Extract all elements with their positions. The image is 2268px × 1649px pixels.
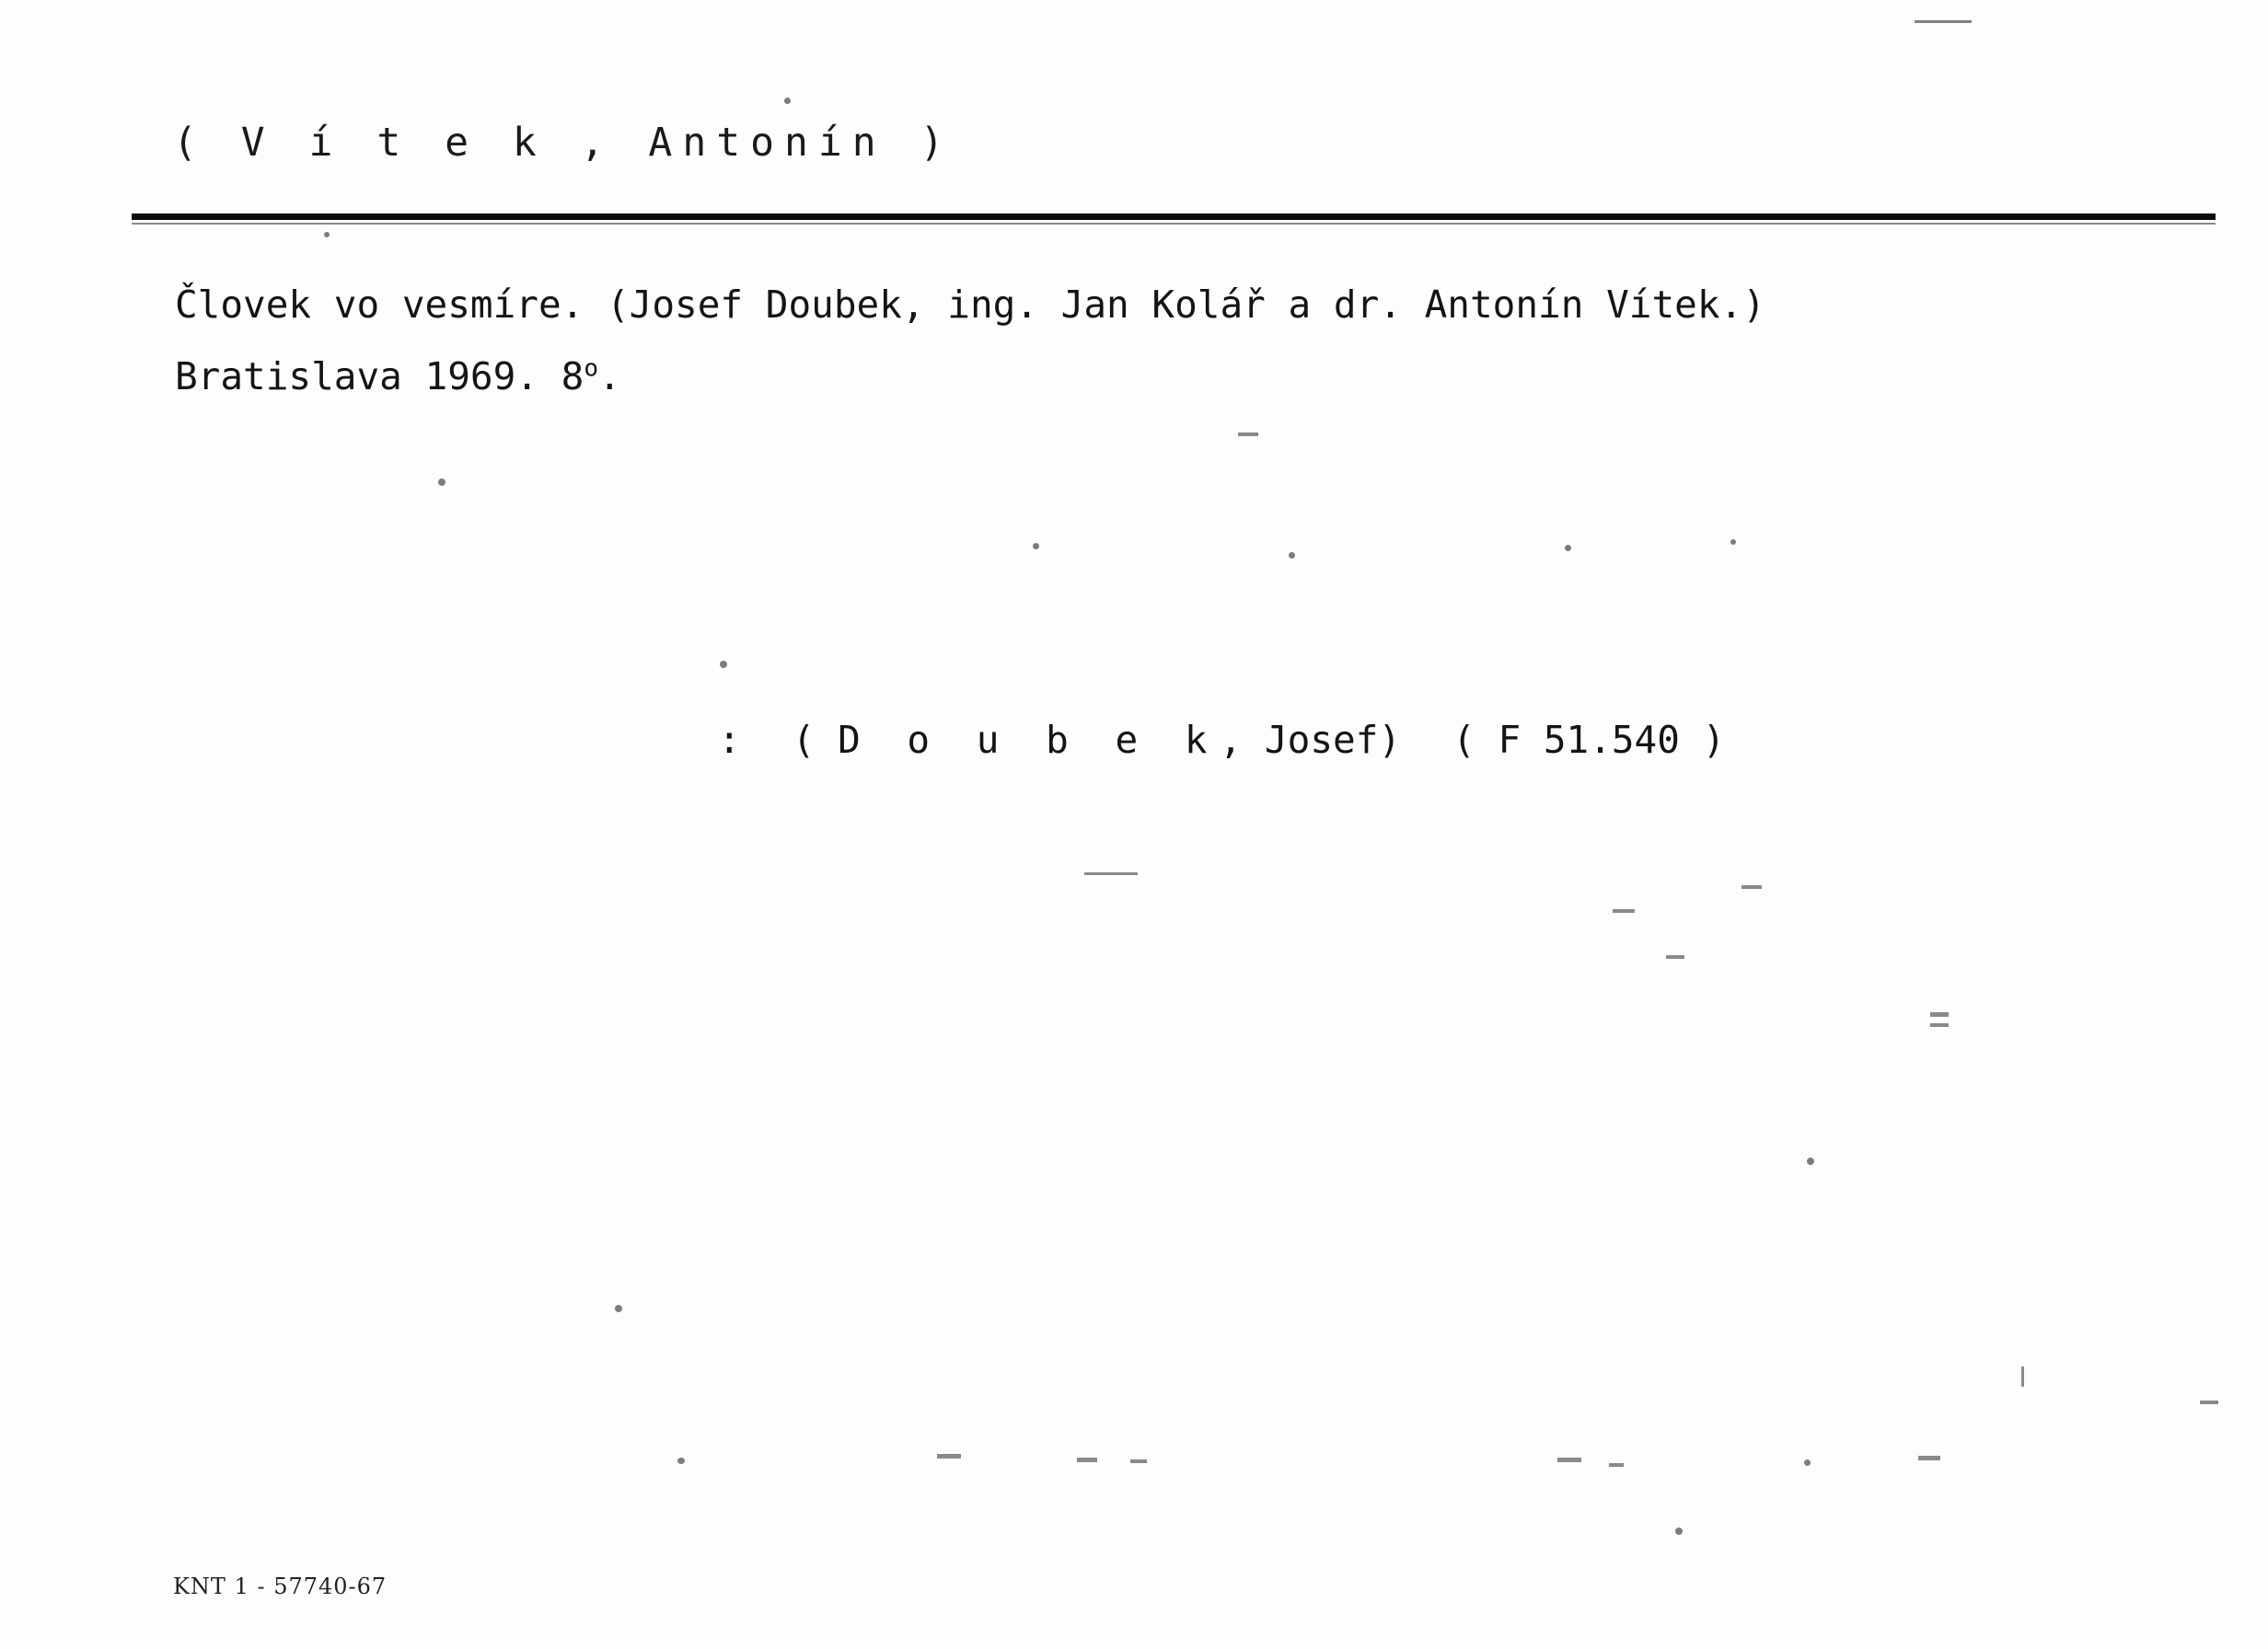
scan-dash — [1077, 1458, 1097, 1462]
tracing-paren-open: ( — [792, 718, 816, 762]
scan-speck — [324, 232, 330, 237]
scan-speck — [1289, 552, 1295, 559]
tracing-comma: , — [1219, 718, 1243, 762]
scan-dash — [1918, 1456, 1940, 1460]
tracing-surname: D o u b e k — [838, 718, 1220, 762]
format-superscript: o — [584, 354, 598, 383]
scan-dash — [1609, 1463, 1624, 1467]
scan-dash — [1930, 1023, 1949, 1027]
shelfmark-value: F 51.540 — [1498, 718, 1680, 762]
scan-speck — [1565, 545, 1571, 551]
tracing-forename: Josef — [1264, 718, 1379, 762]
catalog-number: KNT 1 - 57740-67 — [173, 1574, 388, 1599]
imprint-prefix: Bratislava 1969. 8 — [175, 354, 584, 398]
scan-speck — [720, 661, 727, 668]
scan-speck — [1033, 543, 1039, 549]
scan-speck — [1675, 1528, 1683, 1535]
scan-speck — [615, 1305, 622, 1312]
scan-dash — [1666, 955, 1684, 959]
title-statement-line: Človek vo vesmíre. (Josef Doubek, ing. Jan Kolář a dr. Antonín Vítek.) — [175, 283, 1765, 327]
scan-speck — [438, 479, 446, 486]
scan-dash — [1930, 1012, 1949, 1017]
scan-dash — [1238, 432, 1258, 436]
scan-dash — [1742, 885, 1762, 889]
shelfmark-paren-open: ( — [1452, 718, 1475, 762]
tracing-colon: : — [718, 718, 741, 762]
added-entry-tracing — [718, 718, 1725, 762]
scan-speck — [784, 98, 791, 104]
horizontal-rule-shadow — [132, 223, 2216, 225]
horizontal-rule — [132, 213, 2216, 220]
scan-dash — [2200, 1401, 2218, 1404]
tracing-paren-close: ) — [1378, 718, 1402, 762]
scan-dash — [1557, 1458, 1581, 1462]
card-heading — [173, 120, 954, 166]
bibliographic-body — [175, 269, 2154, 412]
scan-speck — [1804, 1459, 1811, 1466]
shelfmark-paren-close: ) — [1702, 718, 1726, 762]
top-right-dash-mark — [1915, 20, 1972, 23]
scan-dash — [1084, 872, 1138, 875]
scan-speck — [1730, 539, 1736, 545]
heading-text: ( V í t e k , Antonín ) — [173, 120, 955, 166]
scan-dash — [2021, 1366, 2024, 1387]
scan-speck — [677, 1458, 685, 1464]
scan-dash — [1613, 909, 1635, 913]
scan-dash — [1130, 1459, 1147, 1463]
scan-dash — [937, 1454, 961, 1459]
imprint-suffix: . — [597, 354, 621, 398]
scan-speck — [1807, 1158, 1814, 1165]
